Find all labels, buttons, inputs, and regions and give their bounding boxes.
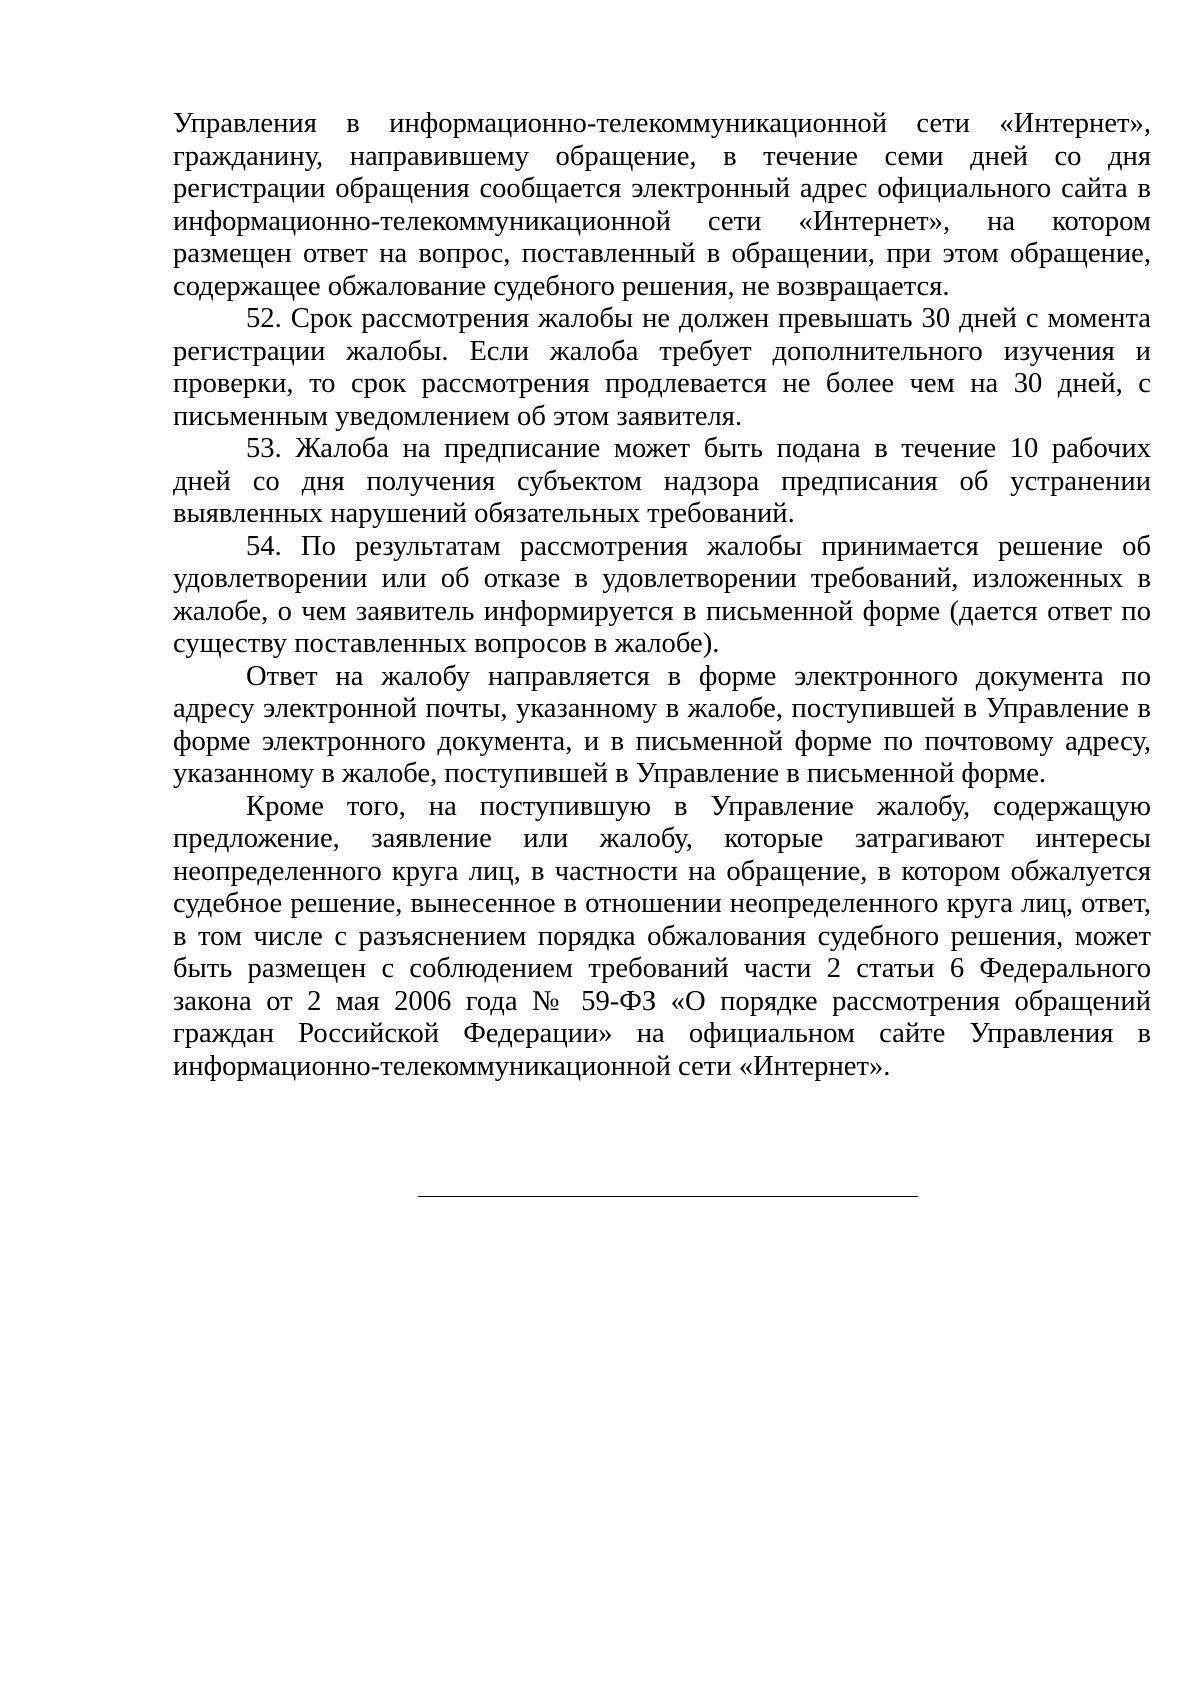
paragraph-52: 52. Срок рассмотрения жалобы не должен превышать 30 дней с момента регистрации жалобы. Если жалоба требует дополнительного изучения и проверки, то срок рассмотрения продлевается не более чем на 30 дней, с письменным уведомлением об этом заявителя. (173, 303, 1151, 432)
end-of-document-rule (418, 1196, 918, 1197)
paragraph-answer: Ответ на жалобу направляется в форме электронного документа по адресу электронной почты, указанному в жалобе, поступившей в Управление в форме электронного документа, и в письменной форме по почтовому адресу, указанному в жалобе, поступившей в Управление в письменной форме. (173, 660, 1151, 789)
paragraph-53: 53. Жалоба на предписание может быть подана в течение 10 рабочих дней со дня получения субъектом надзора предписания об устранении выявленных нарушений обязательных требований. (173, 433, 1151, 529)
paragraph-54: 54. По результатам рассмотрения жалобы принимается решение об удовлетворении или об отказе в удовлетворении требований, изложенных в жалобе, о чем заявитель информируется в письменной форме (дается ответ по существу поставленных вопросов в жалобе). (173, 530, 1151, 659)
document-body (173, 108, 1151, 1083)
paragraph-continuation: Управления в информационно-телекоммуникационной сети «Интернет», гражданину, направившему обращение, в течение семи дней со дня регистрации обращения сообщается электронный адрес официального сайта в информационно-телекоммуникационной сети «Интернет», на котором размещен ответ на вопрос, поставленный в обращении, при этом обращение, содержащее обжалование судебного решения, не возвращается. (173, 108, 1151, 302)
paragraph-besides: Кроме того, на поступившую в Управление жалобу, содержащую предложение, заявление или жалобу, которые затрагивают интересы неопределенного круга лиц, в частности на обращение, в котором обжалуется судебное решение, вынесенное в отношении неопределенного круга лиц, ответ, в том числе с разъяснением порядка обжалования судебного решения, может быть размещен с соблюдением требований части 2 статьи 6 Федерального закона от 2 мая 2006 года № 59-ФЗ «О порядке рассмотрения обращений граждан Российской Федерации» на официальном сайте Управления в информационно-телекоммуникационной сети «Интернет». (173, 790, 1151, 1082)
